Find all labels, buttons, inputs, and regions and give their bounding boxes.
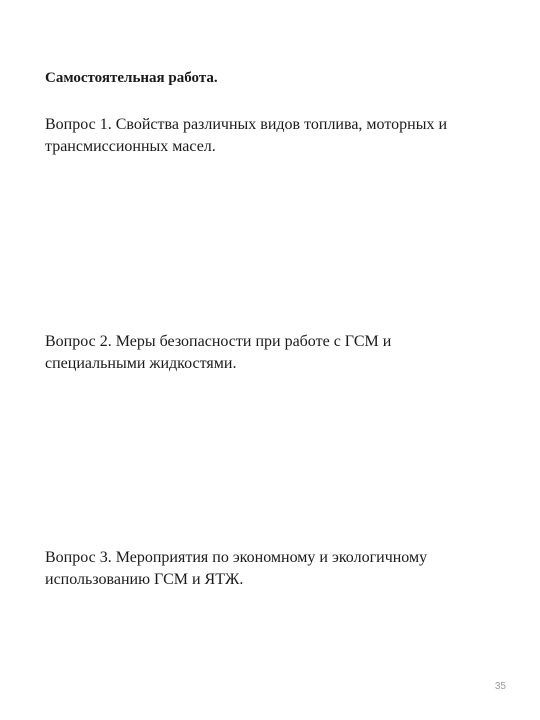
question-1-line-2: трансмиссионных масел. (45, 138, 216, 155)
question-1 (45, 114, 515, 158)
document-title: Самостоятельная работа. (45, 70, 218, 86)
page-number: 35 (494, 681, 506, 692)
question-3-line-1: Вопрос 3. Мероприятия по экономному и экологичному (45, 549, 428, 566)
question-2 (45, 331, 515, 375)
question-2-line-1: Вопрос 2. Меры безопасности при работе с ГСМ и (45, 333, 392, 350)
question-2-line-2: специальными жидкостями. (45, 355, 237, 372)
question-1-line-1: Вопрос 1. Свойства различных видов топлива, моторных и (45, 116, 447, 133)
question-3 (45, 547, 515, 591)
question-3-line-2: использованию ГСМ и ЯТЖ. (45, 571, 244, 588)
